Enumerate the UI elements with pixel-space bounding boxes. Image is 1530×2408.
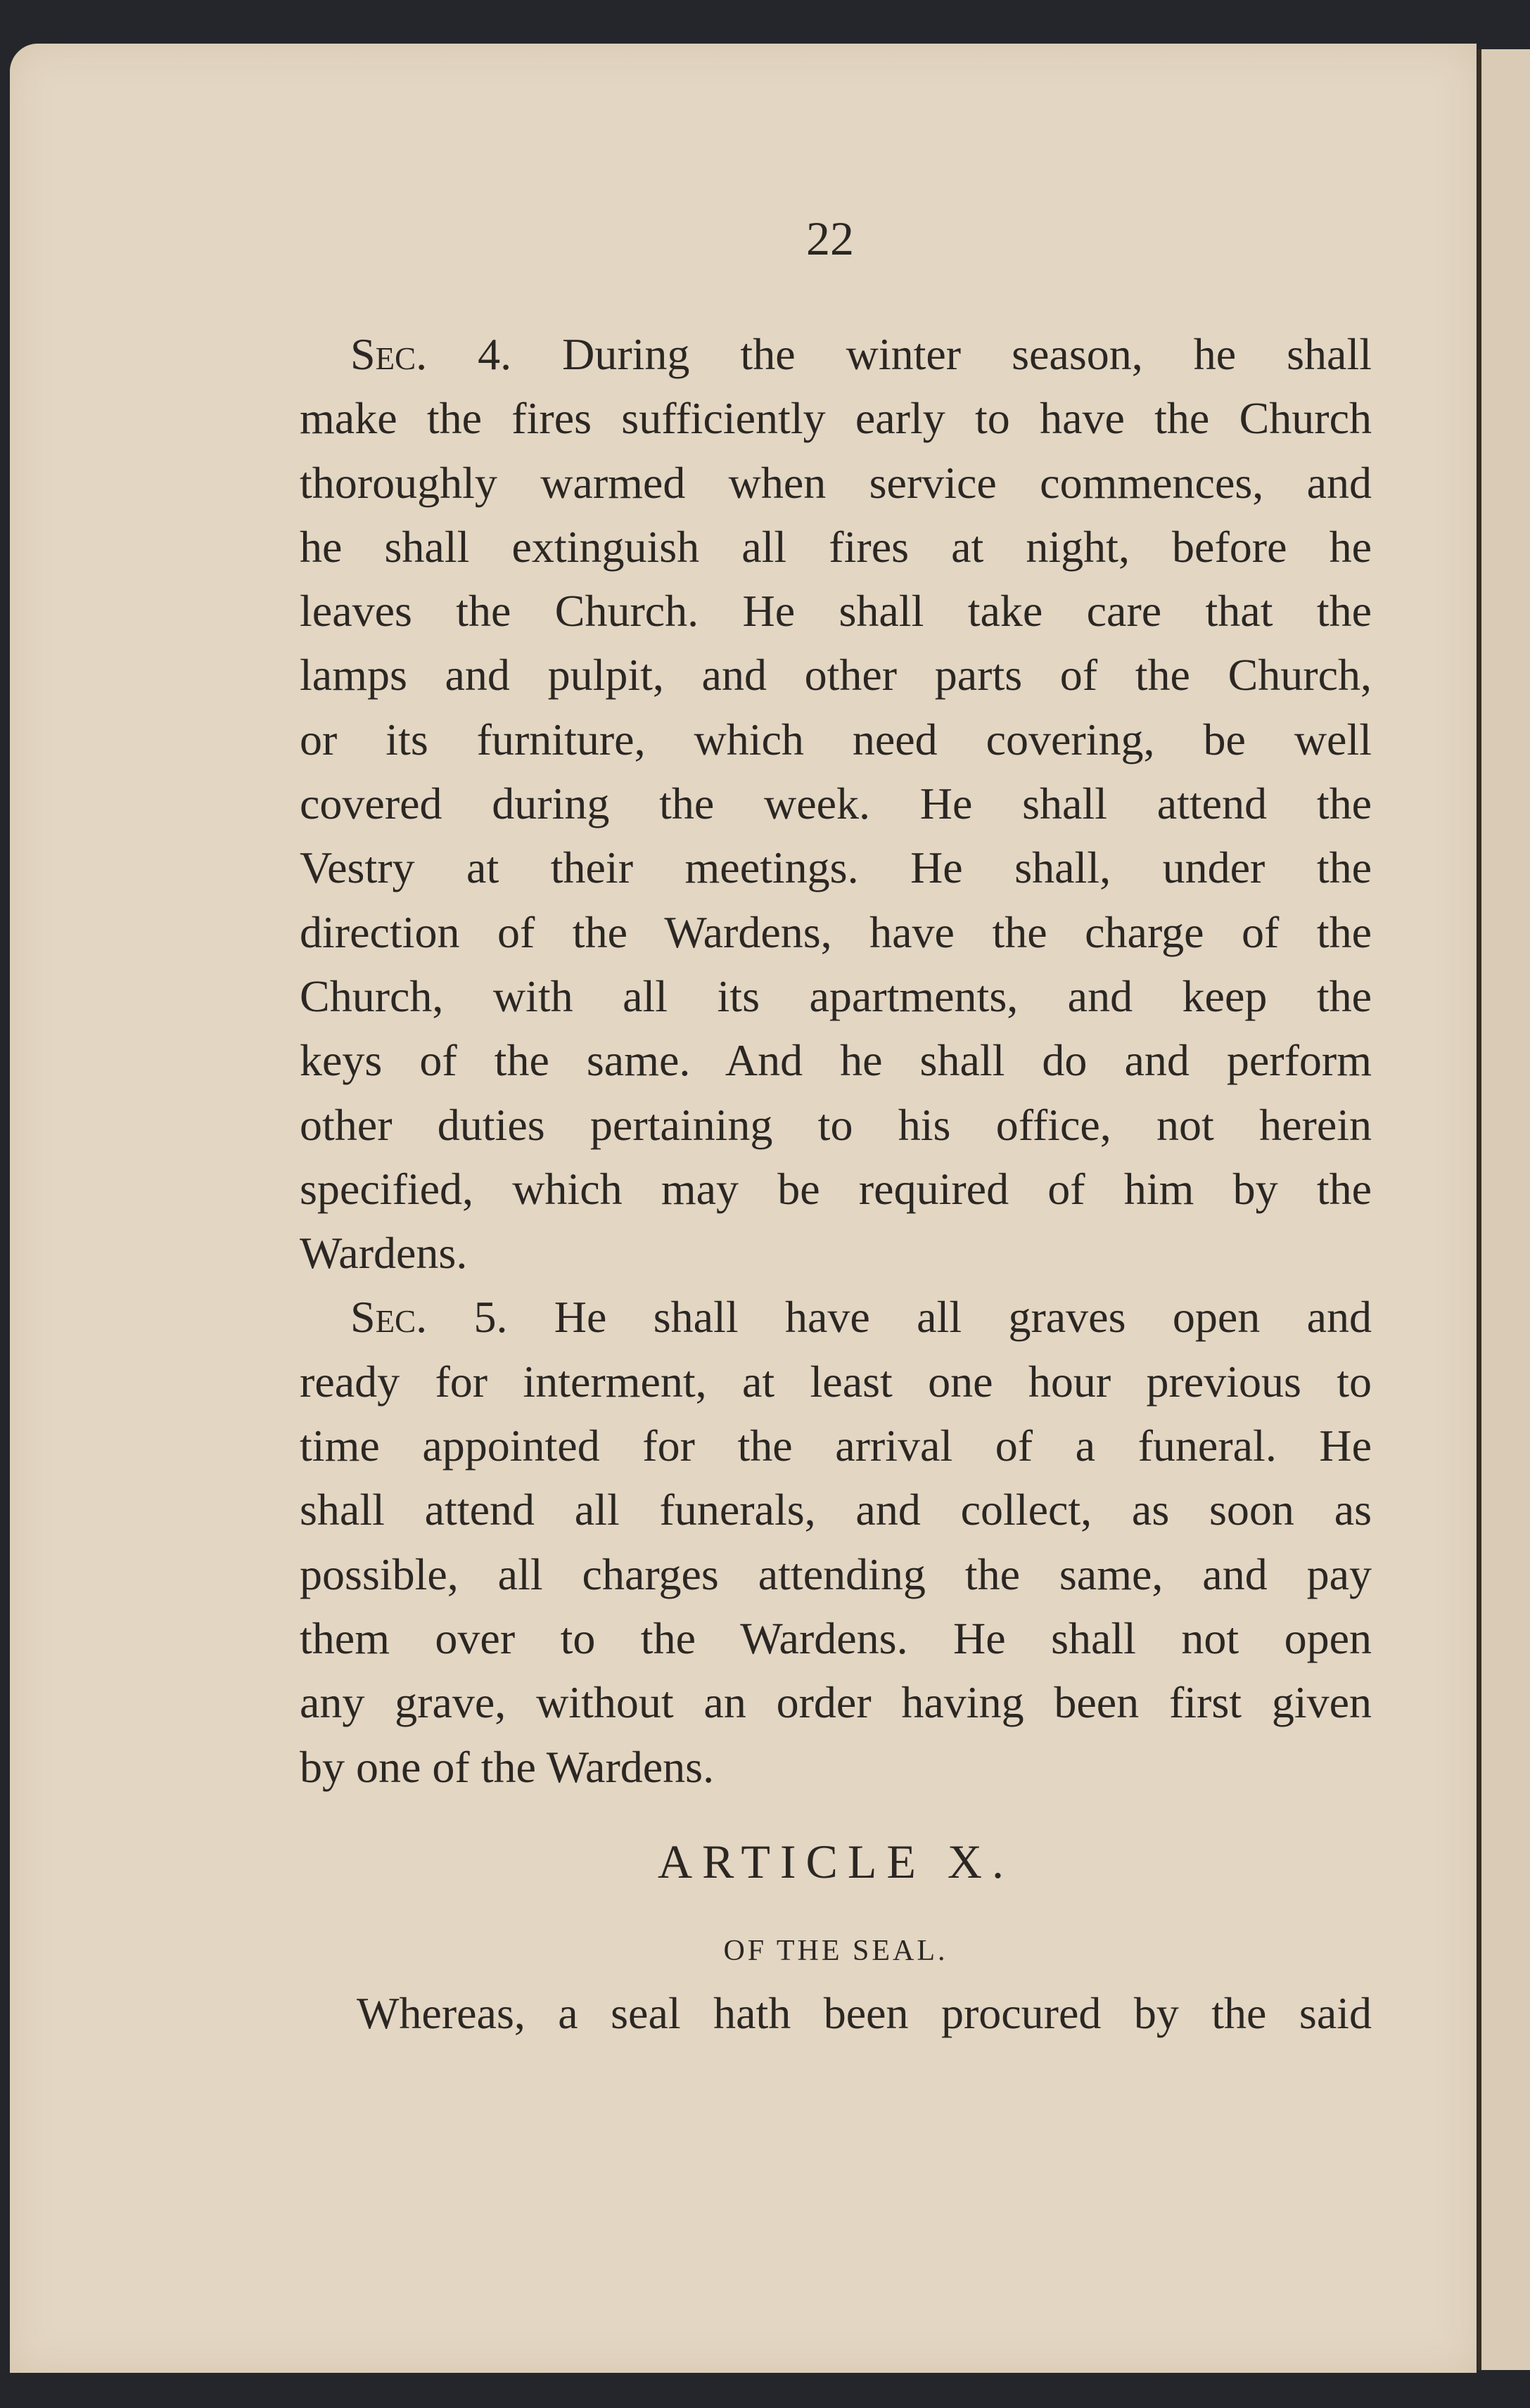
- adjacent-page-edge: [1477, 49, 1530, 2370]
- text-line: direction of the Wardens, have the charge of the: [300, 907, 1372, 957]
- text-line: time appointed for the arrival of a funeral. He: [300, 1421, 1372, 1471]
- text-line: by one of the Wardens.: [300, 1741, 715, 1792]
- text-line: Wardens.: [300, 1228, 468, 1279]
- text-line: other duties pertaining to his office, not herein: [300, 1099, 1372, 1150]
- text-line: keys of the same. And he shall do and perform: [300, 1035, 1372, 1086]
- article-heading: ARTICLE X.: [657, 1835, 1014, 1888]
- text-line: them over to the Wardens. He shall not open: [300, 1613, 1372, 1663]
- text-line: ready for interment, at least one hour previous to: [300, 1356, 1372, 1407]
- text-line: thoroughly warmed when service commences, and: [300, 457, 1372, 508]
- section-first-line-text: 4. During the winter season, he shall: [427, 329, 1372, 379]
- text-line: leaves the Church. He shall take care that the: [300, 586, 1372, 636]
- text-line: specified, which may be required of him by the: [300, 1163, 1372, 1214]
- article-first-line: Whereas, a seal hath been procured by the said: [357, 1988, 1372, 2038]
- text-line: or its furniture, which need covering, be well: [300, 714, 1372, 764]
- sec4-first-line: [300, 322, 1372, 386]
- section-first-line-text: 5. He shall have all graves open and: [427, 1292, 1372, 1343]
- page-number: 22: [806, 212, 854, 265]
- text-line: Vestry at their meetings. He shall, under the: [300, 843, 1372, 893]
- text-line: possible, all charges attending the same, and pay: [300, 1549, 1372, 1599]
- text-line: covered during the week. He shall attend the: [300, 779, 1372, 829]
- text-line: he shall extinguish all fires at night, before he: [300, 521, 1372, 572]
- text-line: make the fires sufficiently early to have the Church: [300, 393, 1372, 444]
- body-text: [300, 322, 1372, 1799]
- text-line: lamps and pulpit, and other parts of the Church,: [300, 650, 1372, 700]
- section-label: Sec.: [350, 1292, 428, 1343]
- article-subheading: OF THE SEAL.: [723, 1935, 948, 1967]
- text-line: any grave, without an order having been first given: [300, 1677, 1372, 1728]
- text-line: shall attend all funerals, and collect, as soon as: [300, 1485, 1372, 1535]
- section-label: Sec.: [350, 329, 428, 379]
- sec5-first-line: [300, 1285, 1372, 1349]
- text-line: Church, with all its apartments, and keep the: [300, 971, 1372, 1021]
